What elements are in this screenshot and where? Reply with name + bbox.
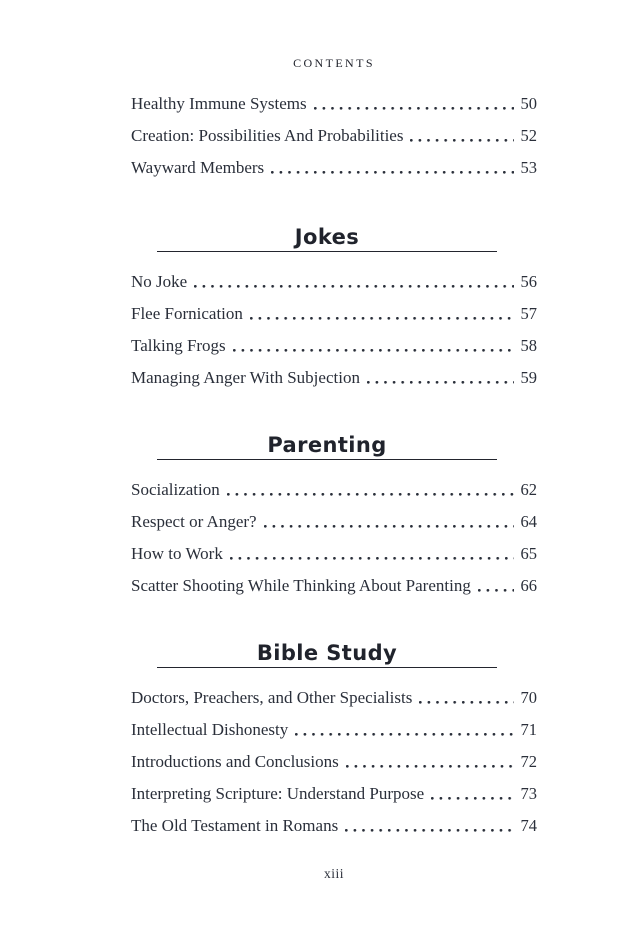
- entry-page-number: 53: [520, 158, 537, 177]
- contents-running-header: CONTENTS: [293, 56, 375, 70]
- entry-title: Talking Frogs: [131, 336, 226, 355]
- toc-entry: [131, 778, 537, 810]
- entry-page-number: 71: [520, 720, 537, 739]
- toc-entry: [131, 506, 537, 538]
- entry-page-number: 73: [520, 784, 537, 803]
- entry-page-number: 74: [520, 816, 537, 835]
- entry-title: The Old Testament in Romans: [131, 816, 339, 835]
- dot-leader: [431, 797, 513, 800]
- entry-page-number: 56: [520, 272, 537, 291]
- toc-entry: [131, 682, 537, 714]
- folio-page-number: xiii: [323, 866, 344, 881]
- toc-entry: [131, 810, 537, 842]
- dot-leader: [410, 139, 513, 142]
- entry-page-number: 52: [520, 126, 537, 145]
- toc-entry: [131, 88, 537, 120]
- entry-title: Introductions and Conclusions: [131, 752, 339, 771]
- entry-page-number: 58: [520, 336, 537, 355]
- toc-entry: [131, 120, 537, 152]
- entry-page-number: 50: [520, 94, 537, 113]
- entry-title: Doctors, Preachers, and Other Specialists: [131, 688, 413, 707]
- toc-entry: [131, 152, 537, 184]
- entry-title: Socialization: [131, 480, 220, 499]
- section-heading: Parenting: [267, 433, 387, 457]
- toc-entry: [131, 746, 537, 778]
- section-heading-block-jokes: [157, 225, 497, 252]
- entry-page-number: 66: [520, 576, 537, 595]
- toc-entry: [131, 570, 537, 602]
- entry-title: Intellectual Dishonesty: [131, 720, 289, 739]
- toc-group-jokes: [131, 266, 537, 394]
- section-heading: Jokes: [294, 225, 360, 249]
- dot-leader: [227, 493, 514, 496]
- dot-leader: [478, 589, 514, 592]
- dot-leader: [419, 701, 513, 704]
- dot-leader: [233, 349, 514, 352]
- entry-title: Respect or Anger?: [131, 512, 257, 531]
- toc-entry: [131, 538, 537, 570]
- toc-entry: [131, 474, 537, 506]
- toc-entry: [131, 330, 537, 362]
- entry-title: Creation: Possibilities And Probabilities: [131, 126, 404, 145]
- entry-page-number: 65: [520, 544, 537, 563]
- dot-leader: [271, 171, 513, 174]
- section-heading-block-bible-study: [157, 641, 497, 668]
- toc-content-column: [131, 0, 537, 882]
- dot-leader: [346, 765, 514, 768]
- section-heading-block-parenting: [157, 433, 497, 460]
- toc-entry: [131, 298, 537, 330]
- entry-title: No Joke: [131, 272, 188, 291]
- dot-leader: [345, 829, 513, 832]
- dot-leader: [264, 525, 514, 528]
- entry-title: Interpreting Scripture: Understand Purpose: [131, 784, 425, 803]
- entry-page-number: 70: [520, 688, 537, 707]
- dot-leader: [194, 285, 513, 288]
- heading-rule: [157, 667, 497, 668]
- entry-title: Flee Fornication: [131, 304, 243, 323]
- entry-title: Wayward Members: [131, 158, 265, 177]
- dot-leader: [314, 107, 514, 110]
- entry-title: How to Work: [131, 544, 223, 563]
- toc-entry: [131, 266, 537, 298]
- entry-page-number: 57: [520, 304, 537, 323]
- toc-group-parenting: [131, 474, 537, 602]
- entry-page-number: 72: [520, 752, 537, 771]
- entry-title: Managing Anger With Subjection: [131, 368, 360, 387]
- entry-page-number: 59: [520, 368, 537, 387]
- heading-rule: [157, 251, 497, 252]
- toc-entry: [131, 714, 537, 746]
- entry-page-number: 62: [520, 480, 537, 499]
- dot-leader: [230, 557, 514, 560]
- heading-rule: [157, 459, 497, 460]
- entry-title: Healthy Immune Systems: [131, 94, 307, 113]
- toc-group-bible-study: [131, 682, 537, 842]
- dot-leader: [250, 317, 514, 320]
- section-heading: Bible Study: [256, 641, 398, 665]
- dot-leader: [367, 381, 514, 384]
- toc-entry: [131, 362, 537, 394]
- toc-group-continued: [131, 88, 537, 184]
- dot-leader: [295, 733, 513, 736]
- entry-page-number: 64: [520, 512, 537, 531]
- entry-title: Scatter Shooting While Thinking About Parenting: [131, 576, 471, 595]
